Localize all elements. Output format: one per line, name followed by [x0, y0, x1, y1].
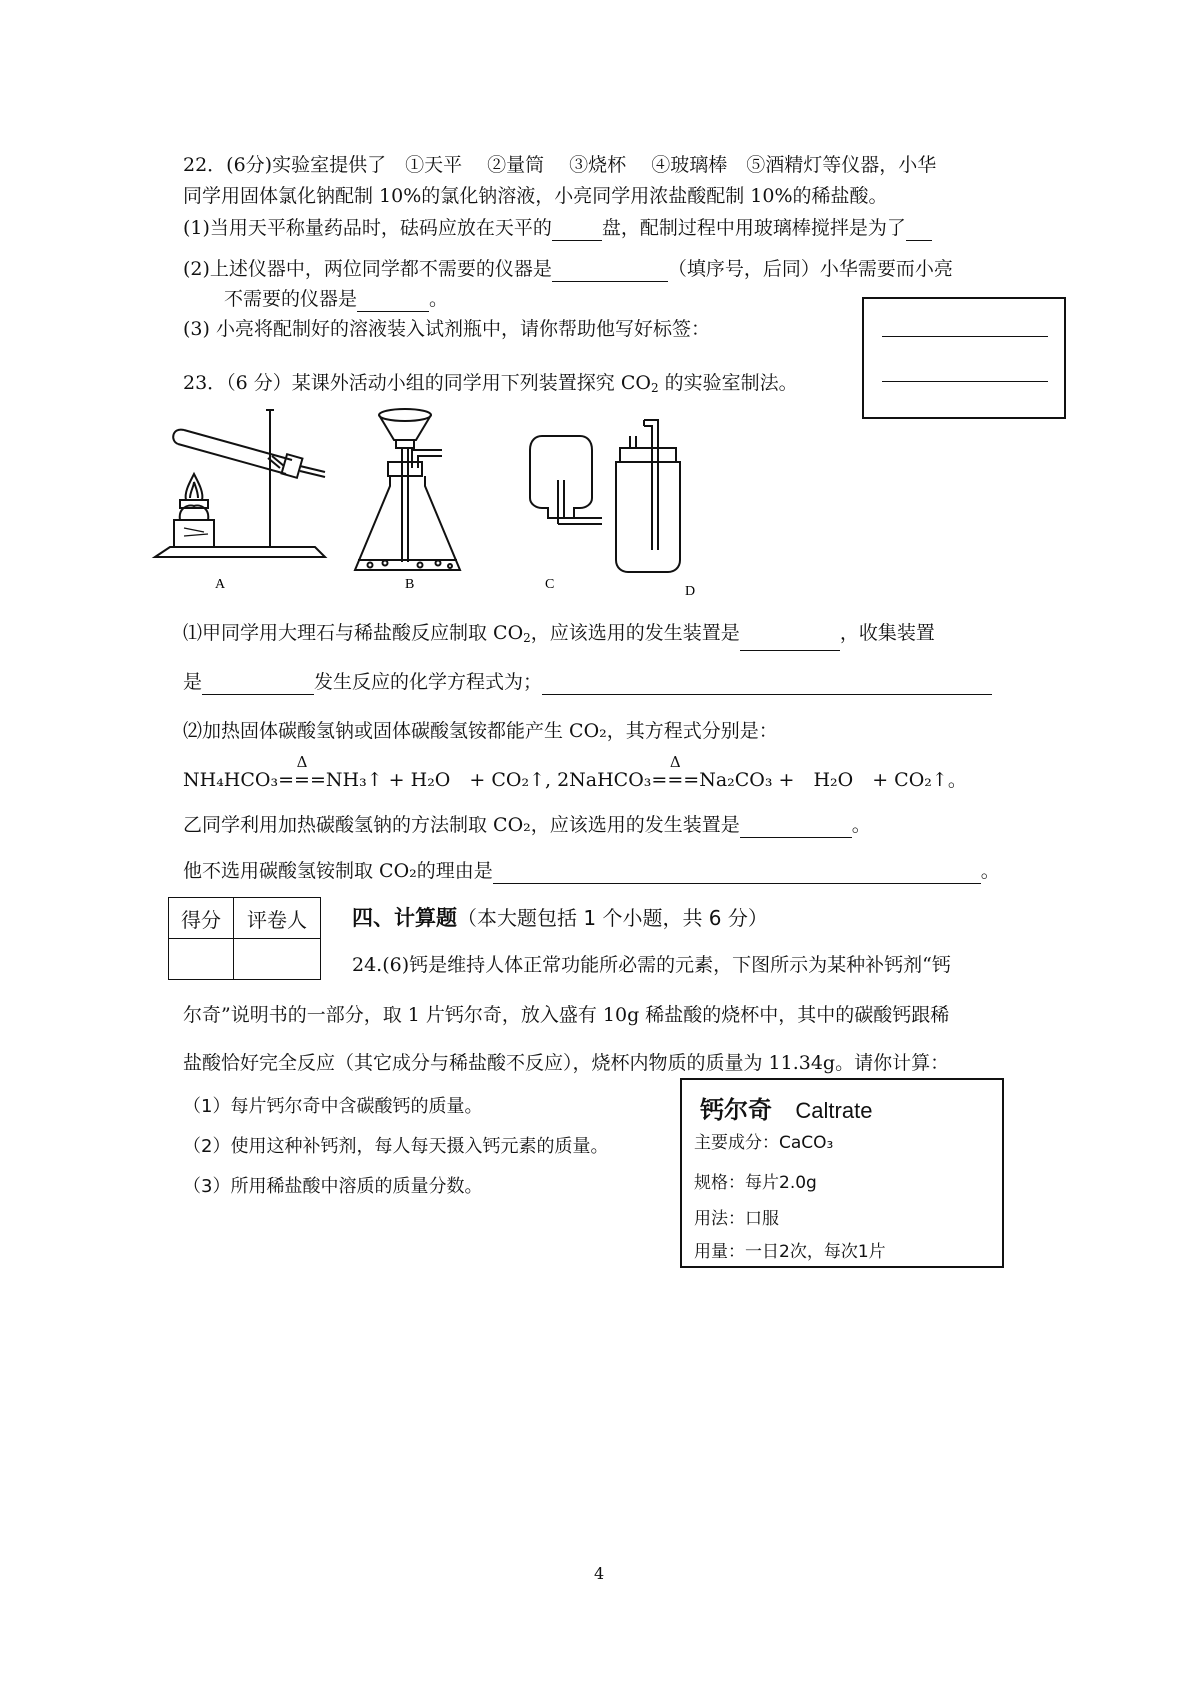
section-title: 四、计算题	[352, 906, 457, 930]
apparatus-label-a: A	[215, 577, 226, 592]
delta-symbol: Δ	[669, 753, 681, 771]
answer-blank[interactable]	[357, 291, 429, 312]
q22-part2-text-d: 。	[429, 288, 449, 310]
q23-part2: ⑵加热固体碳酸氢钠或固体碳酸氢铵都能产生 CO₂，其方程式分别是：	[183, 720, 778, 742]
apparatus-d	[616, 420, 680, 572]
answer-blank[interactable]	[202, 674, 314, 695]
answer-blank[interactable]	[552, 261, 668, 282]
q23-part4-end: 。	[980, 860, 1000, 882]
answer-blank[interactable]	[906, 220, 932, 241]
equation-arrow: ===	[278, 769, 326, 791]
caltrate-title	[700, 1090, 872, 1125]
q22-part3: (3) 小亮将配制好的溶液装入试剂瓶中，请你帮助他写好标签：	[183, 318, 710, 340]
q23-part3	[183, 812, 871, 838]
q23-part4	[183, 858, 1000, 884]
q22-part1-text-a: (1)当用天平称量药品时，砝码应放在天平的	[183, 217, 552, 239]
answer-blank[interactable]	[542, 674, 992, 695]
caltrate-ingredient: 主要成分：CaCO₃	[694, 1133, 834, 1153]
q23-part1-text-a: ⑴甲同学用大理石与稀盐酸反应制取 CO	[183, 622, 524, 644]
q23-intro-text-b: 的实验室制法。	[658, 372, 798, 394]
q23-intro	[183, 370, 798, 401]
q23-part3-text: 乙同学利用加热碳酸氢钠的方法制取 CO₂，应该选用的发生装置是	[183, 814, 740, 836]
apparatus-label-b: B	[405, 577, 415, 592]
equation-arrow: ===	[651, 769, 700, 791]
caltrate-info-box	[680, 1078, 1004, 1268]
q24-line2: 尔奇”说明书的一部分，取 1 片钙尔奇，放入盛有 10g 稀盐酸的烧杯中，其中的碳酸钙跟稀	[183, 1004, 950, 1026]
label-blank-2[interactable]	[882, 381, 1048, 382]
caltrate-dosage: 用量：一日2次，每次1片	[694, 1242, 886, 1262]
q22-part1	[183, 215, 932, 241]
apparatus-label-c: C	[545, 577, 555, 592]
answer-blank[interactable]	[740, 817, 852, 838]
apparatus-a	[155, 410, 325, 557]
score-table	[168, 897, 321, 980]
product-name-en: Caltrate	[795, 1098, 873, 1123]
q22-part2-cont	[224, 286, 448, 312]
q24-item: （1）每片钙尔奇中含碳酸钙的质量。	[183, 1096, 483, 1117]
apparatus-diagram	[150, 400, 750, 600]
equation-products-2: Na₂CO₃ + H₂O + CO₂↑。	[699, 769, 967, 791]
product-name-cn: 钙尔奇	[700, 1096, 772, 1124]
equation-reactant: NH₄HCO₃	[183, 769, 279, 791]
q23-part1-text-c: ，收集装置	[839, 622, 935, 644]
page-number: 4	[594, 1564, 605, 1583]
q24-line3: 盐酸恰好完全反应（其它成分与稀盐酸不反应），烧杯内物质的质量为 11.34g。请你计算：	[183, 1052, 950, 1074]
heat-condition	[651, 753, 700, 793]
q23-part1	[183, 620, 935, 651]
label-blank-1[interactable]	[882, 336, 1048, 337]
q22-part2-text-b: （填序号，后同）小华需要而小亮	[667, 258, 953, 280]
q23-part3-end: 。	[851, 814, 871, 836]
caltrate-usage: 用法：口服	[694, 1209, 779, 1229]
subscript: 2	[523, 631, 531, 645]
q24-item: （3）所用稀盐酸中溶质的质量分数。	[183, 1176, 483, 1197]
q23-part1-text-d: 是	[183, 671, 203, 693]
apparatus-c	[530, 436, 602, 524]
q22-line2: 同学用固体氯化钠配制 10%的氯化钠溶液，小亮同学用浓盐酸配制 10%的稀盐酸。	[183, 185, 888, 207]
q24-item: （2）使用这种补钙剂，每人每天摄入钙元素的质量。	[183, 1136, 609, 1157]
section-subtitle: （本大题包括 1 个小题，共 6 分）	[457, 906, 768, 930]
grader-cell[interactable]	[234, 939, 321, 980]
q22-part2-text-a: (2)上述仪器中，两位同学都不需要的仪器是	[183, 258, 552, 280]
answer-blank[interactable]	[493, 863, 981, 884]
heat-condition	[278, 753, 326, 793]
section-heading	[352, 902, 768, 932]
answer-blank[interactable]	[552, 220, 602, 241]
grader-header: 评卷人	[234, 898, 321, 939]
q23-part1-text-e: 发生反应的化学方程式为；	[314, 671, 543, 693]
q22-line1: 22．(6分)实验室提供了 ①天平 ②量筒 ③烧杯 ④玻璃棒 ⑤酒精灯等仪器，小华	[183, 154, 937, 176]
reagent-label-box	[862, 297, 1066, 419]
q23-part1-cont	[183, 669, 992, 695]
q23-intro-text: 23．（6 分）某课外活动小组的同学用下列装置探究 CO	[183, 372, 651, 394]
score-cell[interactable]	[169, 939, 234, 980]
q23-part4-text: 他不选用碳酸氢铵制取 CO₂的理由是	[183, 860, 493, 882]
equation-products-1: NH₃↑ + H₂O + CO₂↑, 2NaHCO₃	[325, 769, 652, 791]
delta-symbol: Δ	[296, 753, 308, 771]
q23-part1-text-b: ，应该选用的发生装置是	[530, 622, 740, 644]
subscript: 2	[650, 381, 659, 395]
q22-part2-text-c: 不需要的仪器是	[224, 288, 358, 310]
q24-line1: 24.(6)钙是维持人体正常功能所必需的元素，下图所示为某种补钙剂“钙	[352, 954, 951, 976]
q22-part1-text-b: 盘，配制过程中用玻璃棒搅拌是为了	[601, 217, 906, 239]
score-header: 得分	[169, 898, 234, 939]
caltrate-spec: 规格：每片2.0g	[694, 1173, 817, 1193]
answer-blank[interactable]	[740, 630, 840, 651]
apparatus-b	[355, 409, 460, 570]
q22-part2	[183, 256, 953, 282]
chemical-equations	[183, 753, 967, 793]
apparatus-label-d: D	[685, 584, 696, 599]
